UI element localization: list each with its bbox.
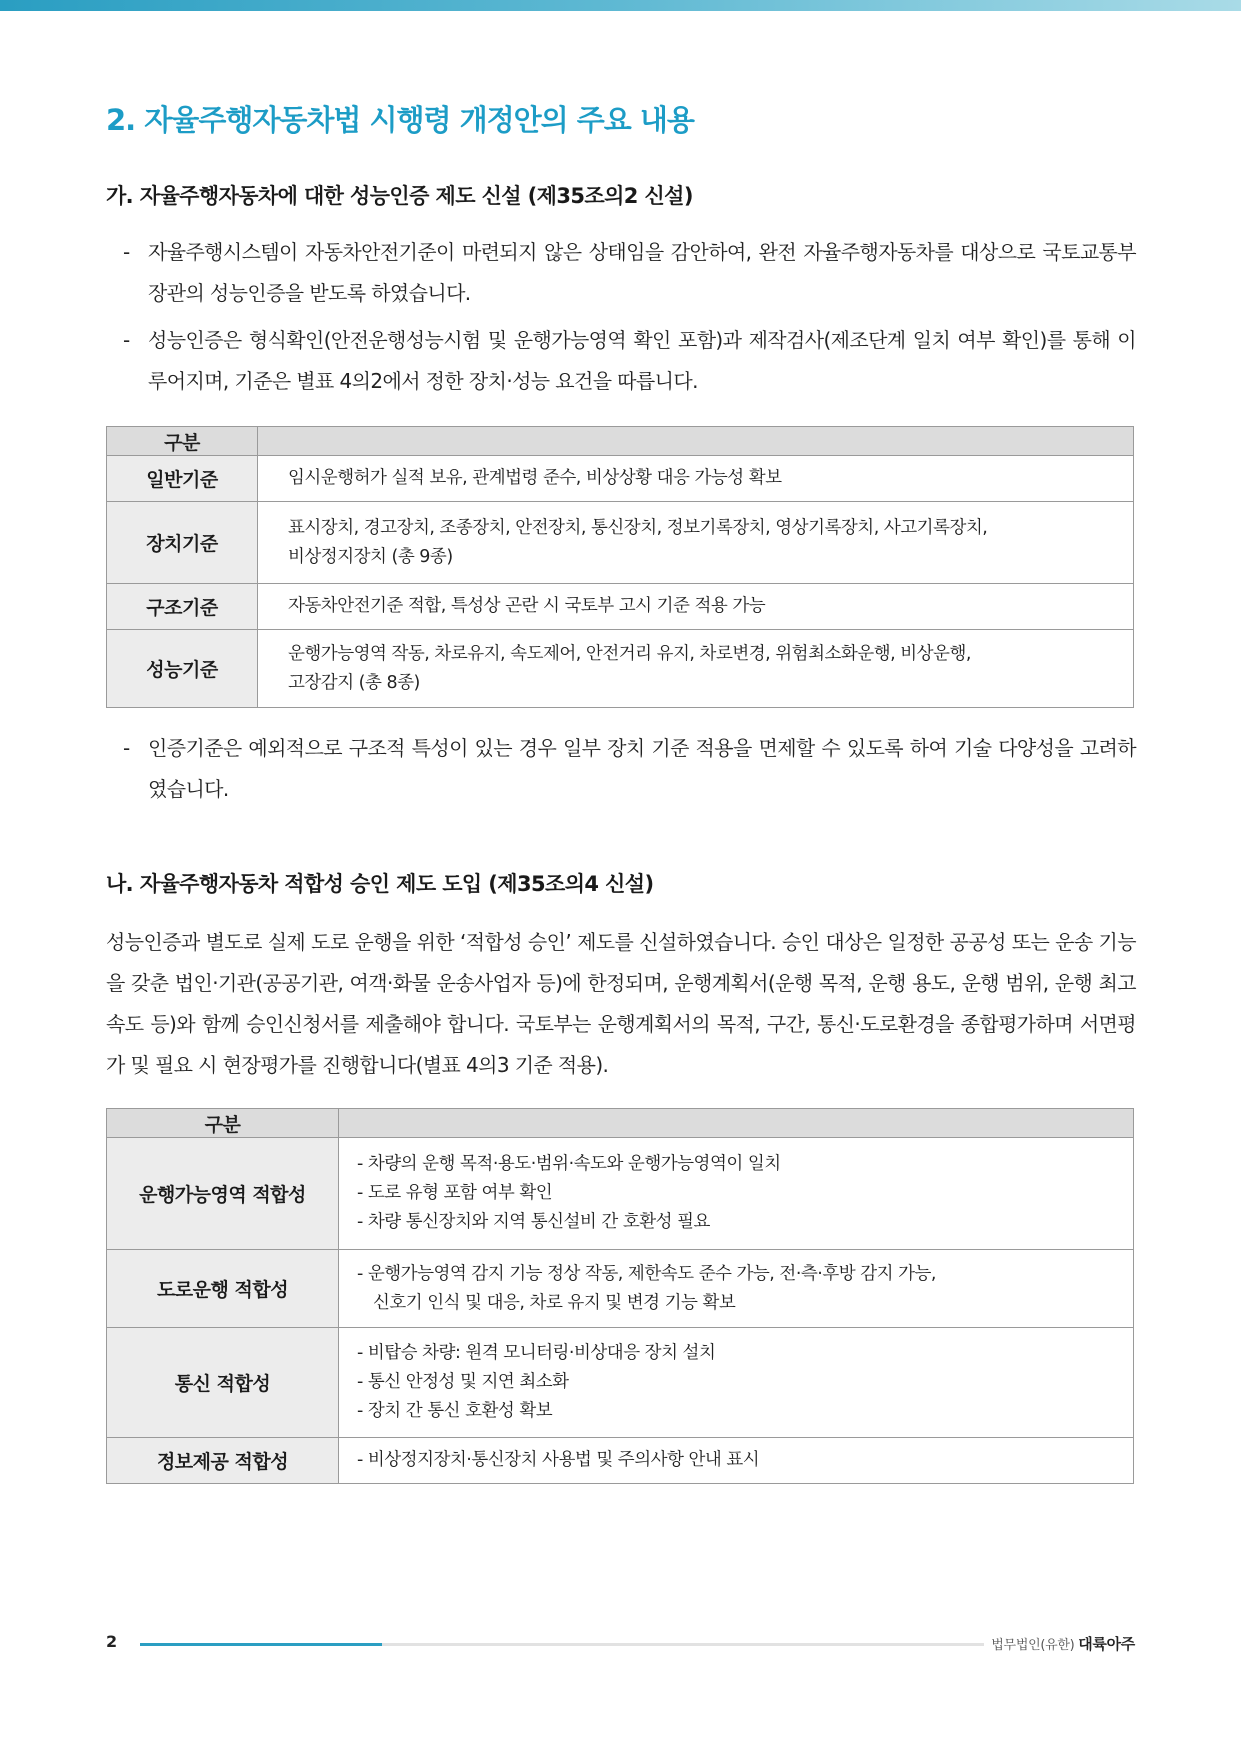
bullet-item: - 인증기준은 예외적으로 구조적 특성이 있는 경우 일부 장치 기준 적용을 면제할 수 있도록 하여 기술 다양성을 고려하였습니다. bbox=[123, 736, 1136, 801]
row-value: 임시운행허가 실적 보유, 관계법령 준수, 비상상황 대응 가능성 확보 bbox=[258, 456, 1134, 502]
row-label: 도로운행 적합성 bbox=[107, 1250, 339, 1328]
table-header-empty bbox=[258, 427, 1134, 456]
part-b-paragraph: 성능인증과 별도로 실제 도로 운행을 위한 ‘적합성 승인’ 제도를 신설하였습니다. 승인 대상은 일정한 공공성 또는 운송 기능을 갖춘 법인·기관(공공기관, 여객·화물 운송사업자 등)에 한정되며, 운행계획서(운행 목적, 운행 용도, 운행 범위, 운행 최고속도 등)와 함께 승인신청서를 제출해야 합니다. 국토부는 운행계획서의 목적, 구간, 통신·도로환경을 종합평가하며 서면평가 및 필요 시 현장평가를 진행합니다(별표 4의3 기준 적용). bbox=[106, 930, 1136, 1077]
table-row bbox=[107, 630, 1134, 708]
page-content bbox=[106, 96, 1136, 1484]
row-value: 운행가능영역 작동, 차로유지, 속도제어, 안전거리 유지, 차로변경, 위험최소화운행, 비상운행, 고장감지 (총 8종) bbox=[258, 630, 1134, 708]
part-a-bullets bbox=[106, 232, 1136, 402]
row-label: 성능기준 bbox=[107, 630, 258, 708]
bullet-item: - 자율주행시스템이 자동차안전기준이 마련되지 않은 상태임을 감안하여, 완전 자율주행자동차를 대상으로 국토교통부 장관의 성능인증을 받도록 하였습니다. bbox=[123, 240, 1136, 305]
part-a-title: 가. 자율주행자동차에 대한 성능인증 제도 신설 (제35조의2 신설) bbox=[106, 184, 693, 208]
section-title: 2. 자율주행자동차법 시행령 개정안의 주요 내용 bbox=[106, 103, 694, 137]
firm-name: 대륙아주 bbox=[1078, 1635, 1135, 1653]
table-header: 구분 bbox=[107, 1109, 339, 1138]
bullet-text: 성능인증은 형식확인(안전운행성능시험 및 운행가능영역 확인 포함)과 제작검사(제조단계 일치 여부 확인)를 통해 이루어지며, 기준은 별표 4의2에서 정한 장치·성능 요건을 따릅니다. bbox=[148, 328, 1136, 393]
firm-prefix: 법무법인(유한) bbox=[991, 1638, 1075, 1653]
performance-criteria-table bbox=[106, 426, 1134, 708]
part-a-note bbox=[106, 728, 1136, 810]
table-row bbox=[107, 502, 1134, 584]
footer-divider-accent bbox=[140, 1643, 382, 1646]
table-header: 구분 bbox=[107, 427, 258, 456]
bullet-text: 인증기준은 예외적으로 구조적 특성이 있는 경우 일부 장치 기준 적용을 면제할 수 있도록 하여 기술 다양성을 고려하였습니다. bbox=[148, 736, 1136, 801]
page-number: 2 bbox=[106, 1632, 118, 1651]
table-row bbox=[107, 1250, 1134, 1328]
suitability-approval-table bbox=[106, 1108, 1134, 1484]
row-value: - 비상정지장치·통신장치 사용법 및 주의사항 안내 표시 bbox=[339, 1438, 1134, 1484]
row-label: 일반기준 bbox=[107, 456, 258, 502]
row-value: 표시장치, 경고장치, 조종장치, 안전장치, 통신장치, 정보기록장치, 영상기록장치, 사고기록장치, 비상정지장치 (총 9종) bbox=[258, 502, 1134, 584]
row-value: 자동차안전기준 적합, 특성상 곤란 시 국토부 고시 기준 적용 가능 bbox=[258, 584, 1134, 630]
row-label: 정보제공 적합성 bbox=[107, 1438, 339, 1484]
row-label: 구조기준 bbox=[107, 584, 258, 630]
row-label: 운행가능영역 적합성 bbox=[107, 1138, 339, 1250]
table-row bbox=[107, 456, 1134, 502]
table-row bbox=[107, 1328, 1134, 1438]
row-value: - 차량의 운행 목적·용도·범위·속도와 운행가능영역이 일치 - 도로 유형 포함 여부 확인 - 차량 통신장치와 지역 통신설비 간 호환성 필요 bbox=[339, 1138, 1134, 1250]
row-value: - 운행가능영역 감지 기능 정상 작동, 제한속도 준수 가능, 전·측·후방 감지 가능, 신호기 인식 및 대응, 차로 유지 및 변경 기능 확보 bbox=[339, 1250, 1134, 1328]
firm-logo bbox=[991, 1633, 1135, 1654]
row-label: 통신 적합성 bbox=[107, 1328, 339, 1438]
row-value: - 비탑승 차량: 원격 모니터링·비상대응 장치 설치 - 통신 안정성 및 지연 최소화 - 장치 간 통신 호환성 확보 bbox=[339, 1328, 1134, 1438]
bullet-item: - 성능인증은 형식확인(안전운행성능시험 및 운행가능영역 확인 포함)과 제작검사(제조단계 일치 여부 확인)를 통해 이루어지며, 기준은 별표 4의2에서 정한 장치·성능 요건을 따릅니다. bbox=[123, 328, 1136, 393]
part-b-title: 나. 자율주행자동차 적합성 승인 제도 도입 (제35조의4 신설) bbox=[106, 872, 654, 896]
top-accent-bar bbox=[0, 0, 1241, 11]
table-row bbox=[107, 1138, 1134, 1250]
table-header-empty bbox=[339, 1109, 1134, 1138]
table-row bbox=[107, 584, 1134, 630]
bullet-text: 자율주행시스템이 자동차안전기준이 마련되지 않은 상태임을 감안하여, 완전 자율주행자동차를 대상으로 국토교통부 장관의 성능인증을 받도록 하였습니다. bbox=[148, 240, 1136, 305]
row-label: 장치기준 bbox=[107, 502, 258, 584]
table-row bbox=[107, 1438, 1134, 1484]
